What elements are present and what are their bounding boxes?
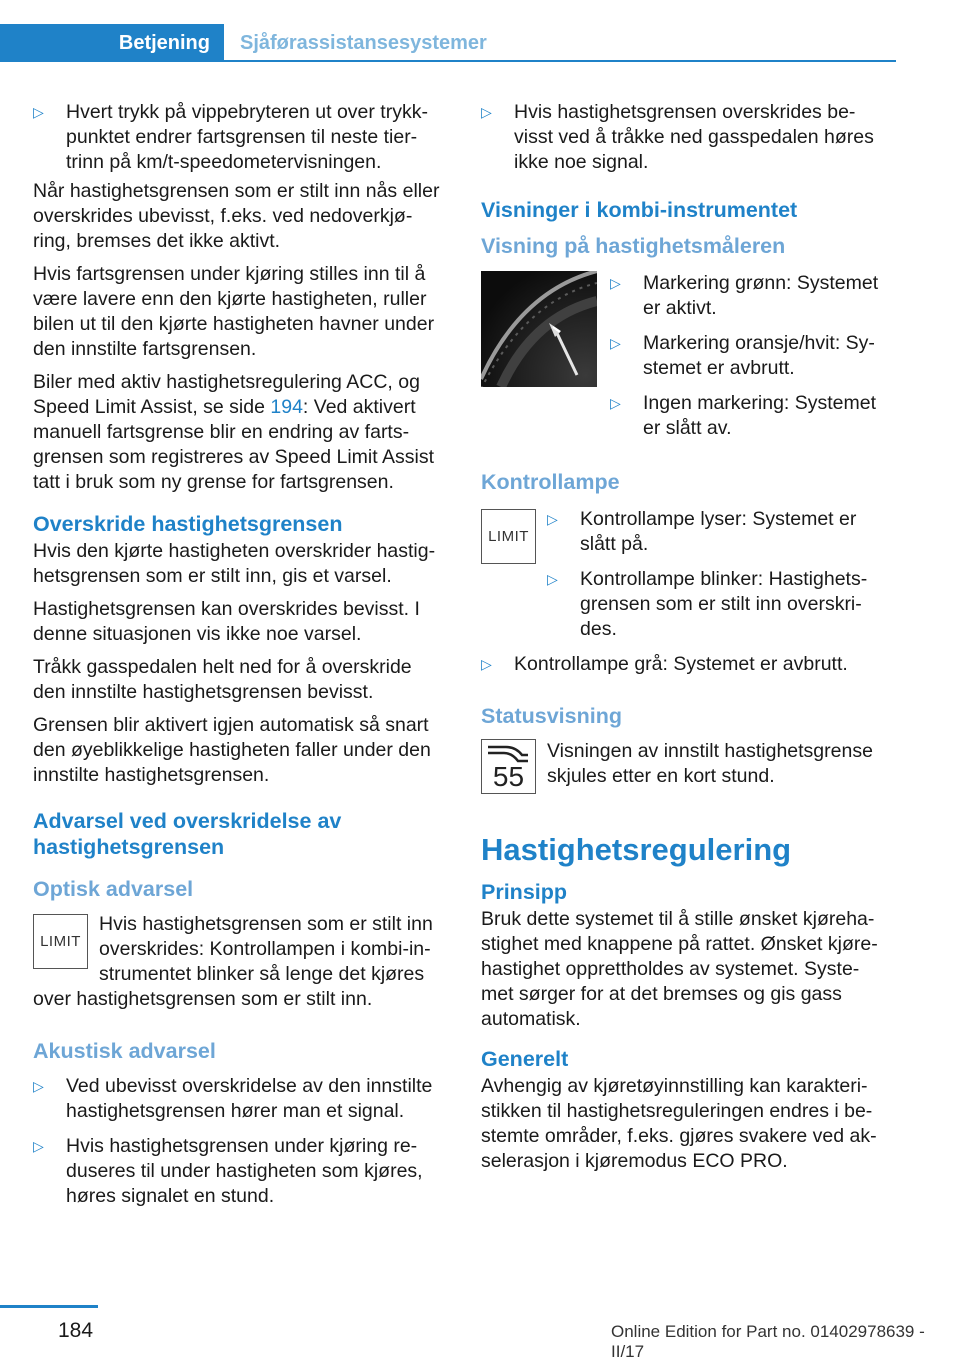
subsection-heading: Akustisk advarsel [33, 1039, 216, 1063]
speedometer-image [481, 271, 597, 387]
limit-indicator-icon: LIMIT [33, 914, 88, 969]
paragraph: Når hastighetsgrensen som er stilt inn nås eller overskrides ubevisst, f.eks. ved nedoverkjø-ring, bremses det ikke aktivt. [33, 180, 440, 252]
list-item: ▷ Ved ubevisst overskridelse av den innstilte hastighetsgrensen hører man et signal. [33, 1074, 449, 1124]
subsection-heading: Kontrollampe [481, 470, 620, 494]
speed-limit-status-icon [481, 739, 536, 794]
subsection-heading: Statusvisning [481, 704, 622, 728]
page-number: 184 [58, 1319, 94, 1342]
paragraph: Hvis hastighetsgrensen som er stilt inn overskrides: Kontrollampen i kombi-in-strumentet blinker så lenge det kjøres [99, 913, 433, 985]
paragraph: Hastighetsgrensen kan overskrides bevisst. I denne situasjonen vis ikke noe varsel. [33, 598, 420, 645]
list-item: ▷ Kontrollampe lyser: Systemet er slått på. [547, 507, 891, 557]
list-item: ▷ Hvis hastighetsgrensen under kjøring re-duseres til under hastigheten som kjøres, høres signalet en stund. [33, 1134, 449, 1209]
paragraph-text: Biler med aktiv hastighetsregulering ACC, og Speed Limit Assist, se side [33, 371, 420, 418]
right-column [481, 100, 891, 1182]
edition-note: Online Edition for Part no. 01402978639 - II/17 [611, 1322, 925, 1361]
left-column [33, 100, 449, 1219]
section-heading: Visninger i kombi-instrumentet [481, 198, 798, 222]
list-item: ▷ Hvis hastighetsgrensen overskrides be-visst ved å tråkke ned gasspedalen høres ikke noe signal. [481, 100, 891, 175]
section-heading: Overskride hastighetsgrensen [33, 512, 343, 536]
page-header [0, 24, 896, 62]
section-heading: Advarsel ved overskridelse av hastighetsgrensen [33, 809, 342, 859]
list-item: ▷ Kontrollampe blinker: Hastighets-grensen som er stilt inn overskri-des. [547, 567, 891, 642]
footer-rule [0, 1305, 98, 1308]
subsection-heading: Visning på hastighetsmåleren [481, 234, 786, 258]
paragraph: Visningen av innstilt hastighetsgrense skjules etter en kort stund. [547, 740, 873, 787]
section-tab: Betjening [0, 24, 224, 62]
list-item: ▷ Markering grønn: Systemet er aktivt. [610, 271, 891, 321]
statusvisning-block [481, 739, 891, 797]
list-item: ▷ Ingen markering: Systemet er slått av. [610, 391, 891, 441]
paragraph-text: : Ved aktivert manuell fartsgrense blir en endring av farts-grensen som registreres av Speed Limit Assist tatt i bruk som ny grense for fartsgrensen. [33, 396, 435, 493]
paragraph: over hastighetsgrensen som er stilt inn. [33, 988, 373, 1010]
paragraph: Hvis fartsgrensen under kjøring stilles inn til å være lavere enn den kjørte hastigheten, ruller bilen ut til den kjørte hastigheten havner under den innstilte fartsgrensen. [33, 263, 435, 360]
subsection-tab: Sjåførassistansesystemer [240, 32, 487, 54]
kontrollampe-block [481, 507, 891, 642]
section-heading: Prinsipp [481, 880, 568, 904]
page-link[interactable]: 194 [270, 396, 303, 418]
speedometer-block [481, 271, 891, 441]
limit-indicator-icon: LIMIT [481, 509, 536, 564]
subsection-heading: Optisk advarsel [33, 877, 194, 901]
optisk-advarsel-block [33, 912, 449, 1012]
status-speed-number: 55 [492, 761, 525, 792]
chapter-heading: Hastighetsregulering [481, 832, 792, 867]
list-item: ▷ Hvert trykk på vippebryteren ut over trykk-punktet endrer fartsgrensen til neste tier-trinn på km/t-speedometervisningen. [33, 100, 449, 175]
paragraph: Grensen blir aktivert igjen automatisk så snart den øyeblikkelige hastigheten faller under den innstilte hastighetsgrensen. [33, 714, 431, 786]
paragraph: Hvis den kjørte hastigheten overskrider hastig-hetsgrensen som er stilt inn, gis et varsel. [33, 540, 436, 587]
paragraph: Avhengig av kjøretøyinnstilling kan karakteri-stikken til hastighetsreguleringen endres i be-stemte områder, f.eks. gjøres svakere ved ak-selerasjon i kjøremodus ECO PRO. [481, 1075, 877, 1172]
paragraph: Bruk dette systemet til å stille ønsket kjøreha-stighet med knappene på rattet. Ønsket kjøre-hastighet opprettholdes av systemet. Syste-met sørger for at det bremses og gis gass automatisk. [481, 908, 878, 1030]
paragraph: Tråkk gasspedalen helt ned for å overskride den innstilte hastighetsgrensen bevisst. [33, 656, 412, 703]
list-item: ▷ Kontrollampe grå: Systemet er avbrutt. [481, 652, 891, 677]
list-item: ▷ Markering oransje/hvit: Sy-stemet er avbrutt. [610, 331, 891, 381]
paragraph [33, 370, 449, 495]
section-heading: Generelt [481, 1047, 569, 1071]
